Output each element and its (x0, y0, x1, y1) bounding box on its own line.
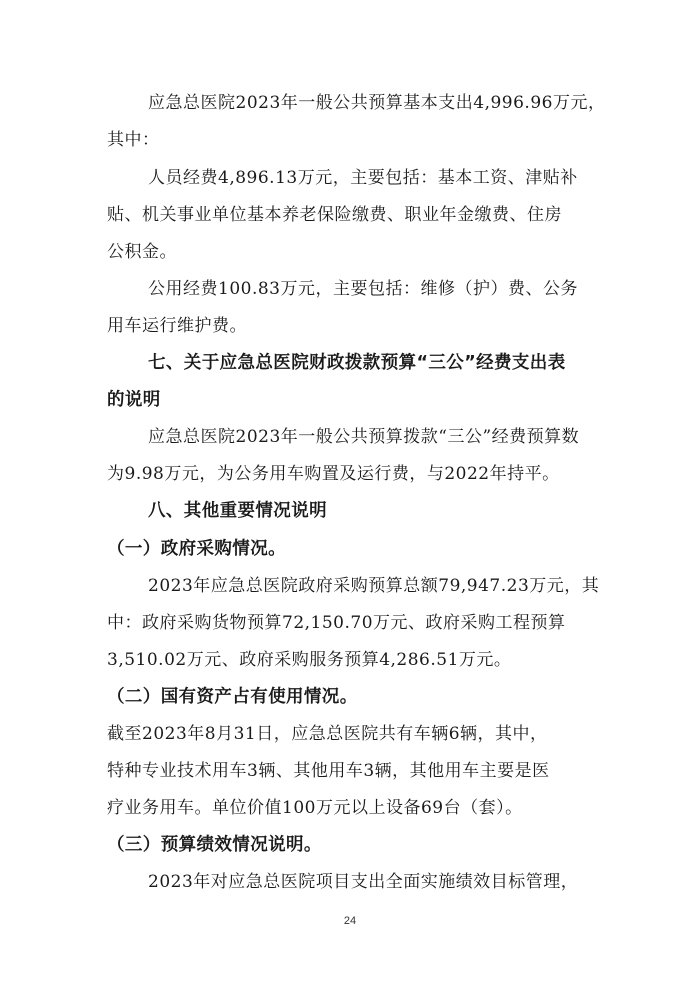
personnel-expense-line-1: 人员经费4,896.13万元，主要包括：基本工资、津贴补 (148, 168, 578, 188)
budget-basic-expenditure-line-2: 其中： (107, 130, 160, 150)
procurement-line-2: 中：政府采购货物预算72,150.70万元、政府采购工程预算 (107, 613, 566, 633)
page-number: 24 (343, 915, 357, 927)
three-public-expense-line-1: 应急总医院2023年一般公共预算拨款“三公”经费预算数 (148, 427, 580, 447)
personnel-expense-line-2: 贴、机关事业单位基本养老保险缴费、职业年金缴费、住房 (107, 205, 562, 225)
subsection-procurement-heading: （一）政府采购情况。 (107, 539, 286, 559)
procurement-line-3: 3,510.02万元、政府采购服务预算4,286.51万元。 (107, 650, 512, 670)
performance-line-1: 2023年对应急总医院项目支出全面实施绩效目标管理， (148, 872, 579, 892)
public-expense-line-2: 用车运行维护费。 (107, 316, 247, 336)
procurement-line-1: 2023年应急总医院政府采购预算总额79,947.23万元，其 (148, 576, 600, 596)
assets-line-1: 截至2023年8月31日，应急总医院共有车辆6辆，其中， (107, 724, 548, 744)
section-7-heading-line-2: 的说明 (107, 390, 161, 410)
public-expense-line-1: 公用经费100.83万元，主要包括：维修（护）费、公务 (148, 279, 578, 299)
assets-line-2: 特种专业技术用车3辆、其他用车3辆，其他用车主要是医 (107, 761, 550, 781)
personnel-expense-line-3: 公积金。 (107, 242, 177, 262)
section-8-heading: 八、其他重要情况说明 (148, 501, 327, 521)
budget-basic-expenditure-line-1: 应急总医院2023年一般公共预算基本支出4,996.96万元， (148, 93, 606, 113)
three-public-expense-line-2: 为9.98万元，为公务用车购置及运行费，与2022年持平。 (107, 464, 560, 484)
subsection-assets-heading: （二）国有资产占有使用情况。 (107, 687, 358, 707)
section-7-heading-line-1: 七、关于应急总医院财政拨款预算“三公”经费支出表 (148, 353, 566, 373)
assets-line-3: 疗业务用车。单位价值100万元以上设备69台（套）。 (107, 798, 523, 818)
subsection-performance-heading: （三）预算绩效情况说明。 (107, 835, 322, 855)
